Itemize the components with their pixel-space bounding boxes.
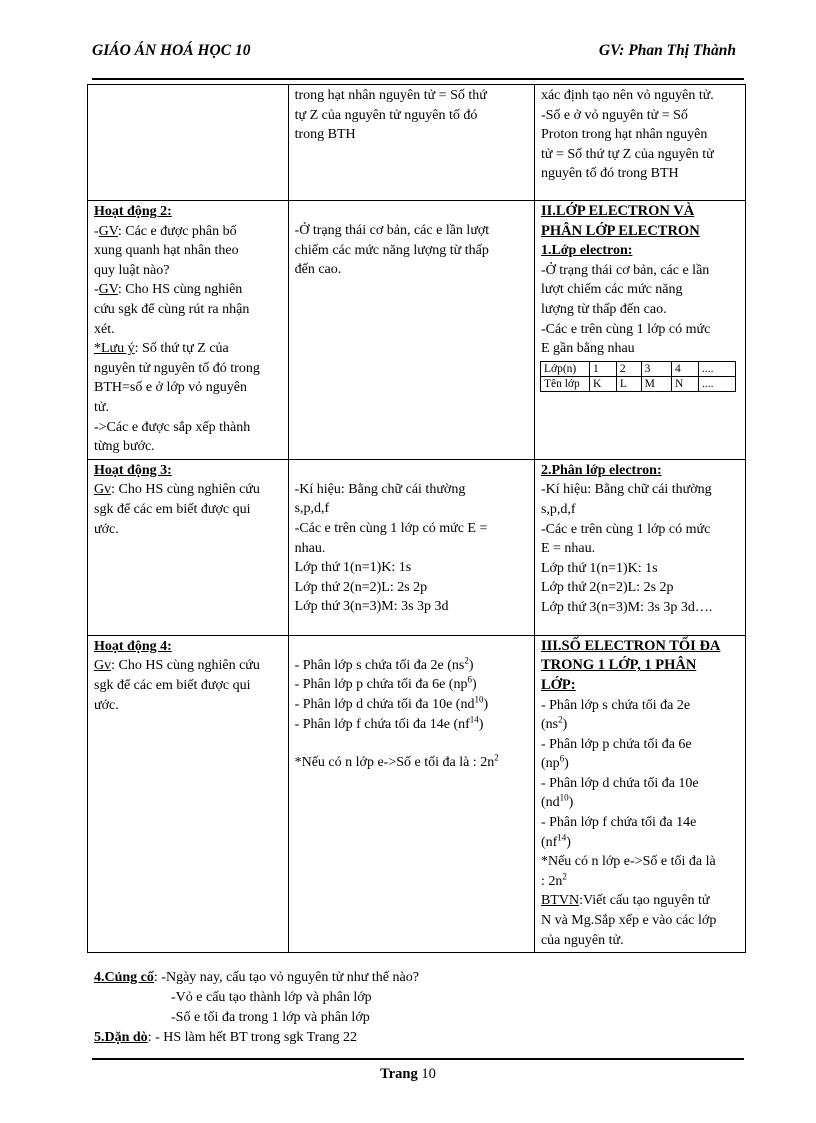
homework-label: BTVN [540,893,580,909]
section-heading: III.SỐ ELECTRON TỐI ĐA [540,637,721,654]
table-row [88,635,746,953]
activity-title: Hoạt động 4: [94,638,172,654]
row3-student-cell: - Phân lớp s chứa tối đa 2e $(ns^2)$ - Phân lớp p chứa tối đa 6e $(np^6)$ - Phân lớp d chứa tối đa 10e $(nd^{10})$ - Phân lớp f chứa tối đa 14e $(nf^{14})$ *Nếu có n lớp e->Số e tối đa là : $2n^2$ [288,635,534,953]
table-row [88,85,746,201]
footer-rule [92,1058,744,1060]
row3-teacher-cell: Hoạt động 4: Gv: Cho HS cùng nghiên cứu sgk để các em biết được qui ước. [88,635,289,953]
row0-content-cell: xác định tạo nên vỏ nguyên tử. -Số e ở vỏ nguyên tử = Số Proton trong hạt nhân nguyên tử = Số thứ tự Z của nguyên tử nguyên tố đó trong BTH [534,85,745,201]
subsection-heading: 2.Phân lớp electron: [540,462,662,478]
shell-table [540,361,736,392]
row2-student-cell: -Kí hiệu: Bằng chữ cái thường s,p,d,f -Các e trên cùng 1 lớp có mức E = nhau. Lớp thứ 1(n=1)K: 1s Lớp thứ 2(n=2)L: 2s 2p Lớp thứ 3(n=3)M: 3s 3p 3d [288,459,534,635]
lesson-table [87,84,746,953]
table-row: Tên lớp K L M N .... [540,376,735,391]
row3-content-cell: III.SỐ ELECTRON TỐI ĐA TRONG 1 LỚP, 1 PHÂN LỚP: - Phân lớp s chứa tối đa 2e $(ns^2)$ - Phân lớp p chứa tối đa 6e $(np^6)$ - Phân lớp d chứa tối đa 10e $(nd^{10})$ - Phân lớp f chứa tối đa 14e $(nf^{14})$ *Nếu có n lớp e->Số e tối đa là : $2n^2$ BTVN:Viết cấu tạo nguyên tử N và Mg.Sắp xếp e vào các lớp của nguyên tử. [534,635,745,953]
activity-title: Hoạt động 3: [94,462,172,478]
table-row: Lớp(n) 1 2 3 4 .... [540,361,735,376]
homework-instructions-label: 5.Dặn dò [94,1030,148,1045]
page-number: Trang 10 [380,1066,436,1082]
table-row [88,459,746,635]
row1-content-cell: II.LỚP ELECTRON VÀ PHÂN LỚP ELECTRON 1.Lớp electron: -Ở trạng thái cơ bản, các e lần lượt chiếm các mức năng lượng từ thấp đến cao. -Các e trên cùng 1 lớp có mức E gần bằng nhau Lớp(n) 1 2 3 4 .... Tên lớp K L M N .... [534,201,745,460]
consolidation-label: 4.Củng cố [94,970,154,985]
header-subject: GIÁO ÁN HOÁ HỌC 10 [92,42,251,59]
header-rule [92,78,744,80]
activity-title: Hoạt động 2: [94,204,172,219]
row1-teacher-cell: Hoạt động 2: -GV: Các e được phân bố xung quanh hạt nhân theo quy luật nào? -GV: Cho HS cùng nghiên cứu sgk để cùng rút ra nhận xét. *Lưu ý: Số thứ tự Z của nguyên tử nguyên tố đó trong BTH=số e ở lớp vỏ nguyên tử. ->Các e được sắp xếp thành từng bước. [88,201,289,460]
table-row [88,201,746,460]
row0-teacher-cell [88,85,289,201]
row2-teacher-cell: Hoạt động 3: Gv: Cho HS cùng nghiên cứu sgk để các em biết được qui ước. [88,459,289,635]
row2-content-cell: 2.Phân lớp electron: -Kí hiệu: Bằng chữ cái thường s,p,d,f -Các e trên cùng 1 lớp có mức E = nhau. Lớp thứ 1(n=1)K: 1s Lớp thứ 2(n=2)L: 2s 2p Lớp thứ 3(n=3)M: 3s 3p 3d…. [534,459,745,635]
lesson-footer: 4.Củng cố: -Ngày nay, cấu tạo vỏ nguyên tử như thế nào? -Vỏ e cấu tạo thành lớp và phân lớp -Số e tối đa trong 1 lớp và phân lớp 5.Dặn dò: - HS làm hết BT trong sgk Trang 22 [94,970,419,1045]
row1-student-cell: -Ở trạng thái cơ bản, các e lần lượt chiếm các mức năng lượng từ thấp đến cao. [288,201,534,460]
section-heading: II.LỚP ELECTRON VÀ [540,203,695,219]
page-header [92,42,742,64]
row0-student-cell: trong hạt nhân nguyên tử = Số thứ tự Z của nguyên tử nguyên tố đó trong BTH [288,85,534,201]
subsection-heading: 1.Lớp electron: [540,243,633,259]
header-teacher: GV: Phan Thị Thành [598,42,736,59]
